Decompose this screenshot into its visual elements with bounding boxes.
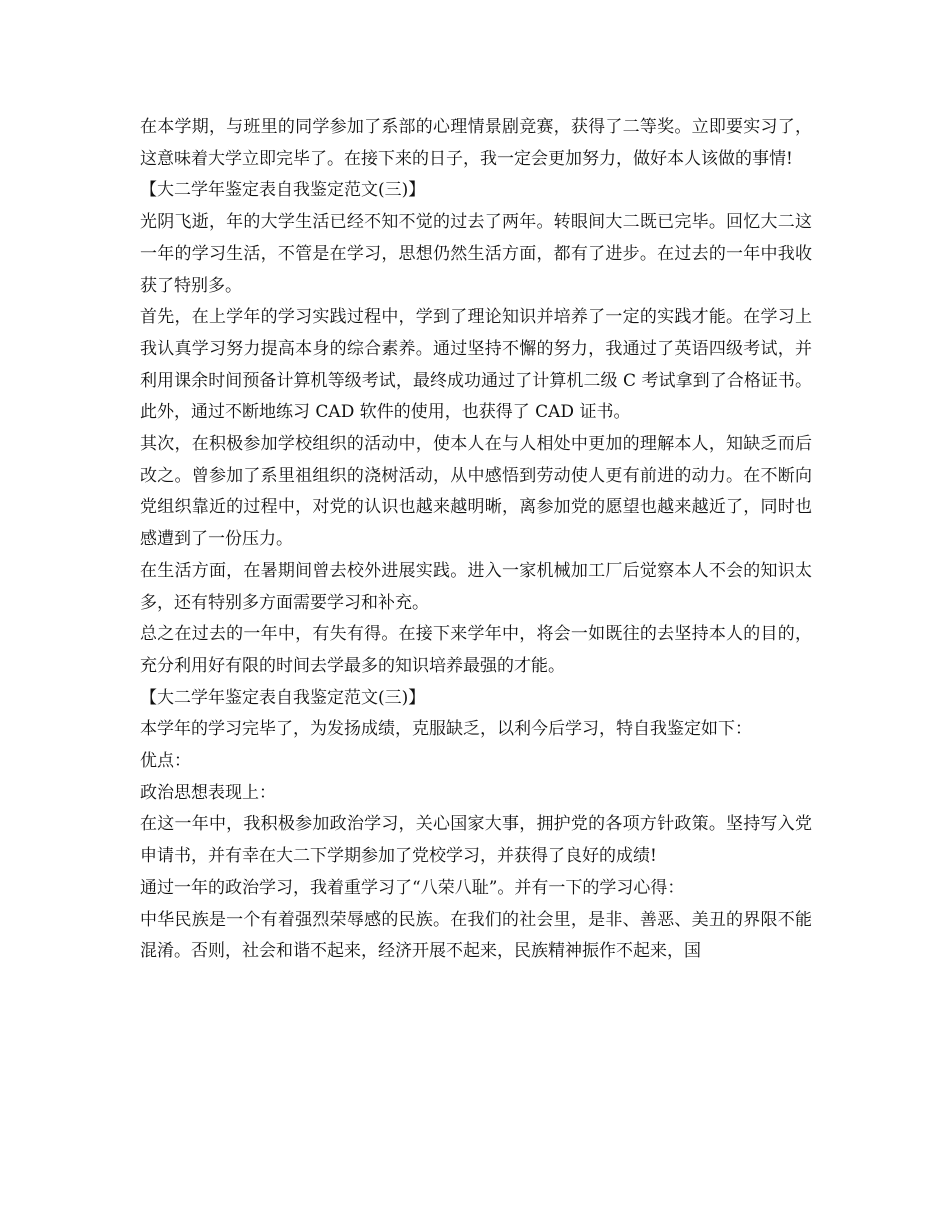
paragraph-time-flies: 光阴飞逝，年的大学生活已经不知不觉的过去了两年。转眼间大二既已完毕。回忆大二这一年的学习生活，不管是在学习，思想仍然生活方面，都有了进步。在过去的一年中我收获了特别多。 (140, 212, 812, 296)
paragraph-political-study: 在这一年中，我积极参加政治学习，关心国家大事，拥护党的各项方针政策。坚持写入党申请书，并有幸在大二下学期参加了党校学习，并获得了良好的成绩! (140, 814, 812, 867)
paragraph-strengths-label: 优点： (140, 751, 191, 772)
paragraph-life-aspect: 在生活方面，在暑期间曾去校外进展实践。进入一家机械加工厂后觉察本人不会的知识太多，还有特别多方面需要学习和补充。 (140, 560, 812, 613)
section-heading-sample-3a: 【大二学年鉴定表自我鉴定范文(三)】 (140, 180, 426, 201)
paragraph-eight-honors: 通过一年的政治学习，我着重学习了“八荣八耻”。并有一下的学习心得： (140, 877, 685, 898)
section-heading-sample-3b: 【大二学年鉴定表自我鉴定范文(三)】 (140, 687, 426, 708)
paragraph-first-study: 首先，在上学年的学习实践过程中，学到了理论知识并培养了一定的实践才能。在学习上我认真学习努力提高本身的综合素养。通过坚持不懈的努力，我通过了英语四级考试，并利用课余时间预备计算机等级考试，最终成功通过了计算机二级 C 考试拿到了合格证书。此外，通过不断地练习 CAD 软件的使用，也获得了 CAD 证书。 (140, 307, 812, 423)
paragraph-chinese-nation: 中华民族是一个有着强烈荣辱感的民族。在我们的社会里，是非、善恶、美丑的界限不能混淆。否则，社会和谐不起来，经济开展不起来，民族精神振作不起来，国 (140, 909, 812, 962)
paragraph-competition-award: 在本学期，与班里的同学参加了系部的心理情景剧竞赛，获得了二等奖。立即要实习了，这意味着大学立即完毕了。在接下来的日子，我一定会更加努力，做好本人该做的事情! (140, 117, 812, 169)
paragraph-summary: 总之在过去的一年中，有失有得。在接下来学年中，将会一如既往的去坚持本人的目的，充分利用好有限的时间去学最多的知识培养最强的才能。 (140, 624, 812, 676)
paragraph-year-end-intro: 本学年的学习完毕了，为发扬成绩，克服缺乏，以利今后学习，特自我鉴定如下： (140, 719, 752, 740)
document-page (140, 112, 812, 968)
paragraph-political-label: 政治思想表现上： (140, 782, 276, 803)
paragraph-second-activities: 其次，在积极参加学校组织的活动中，使本人在与人相处中更加的理解本人，知缺乏而后改之。曾参加了系里祖组织的浇树活动，从中感悟到劳动使人更有前进的动力。在不断向党组织靠近的过程中，对党的认识也越来越明晰，离参加党的愿望也越来越近了，同时也感遭到了一份压力。 (140, 434, 812, 550)
